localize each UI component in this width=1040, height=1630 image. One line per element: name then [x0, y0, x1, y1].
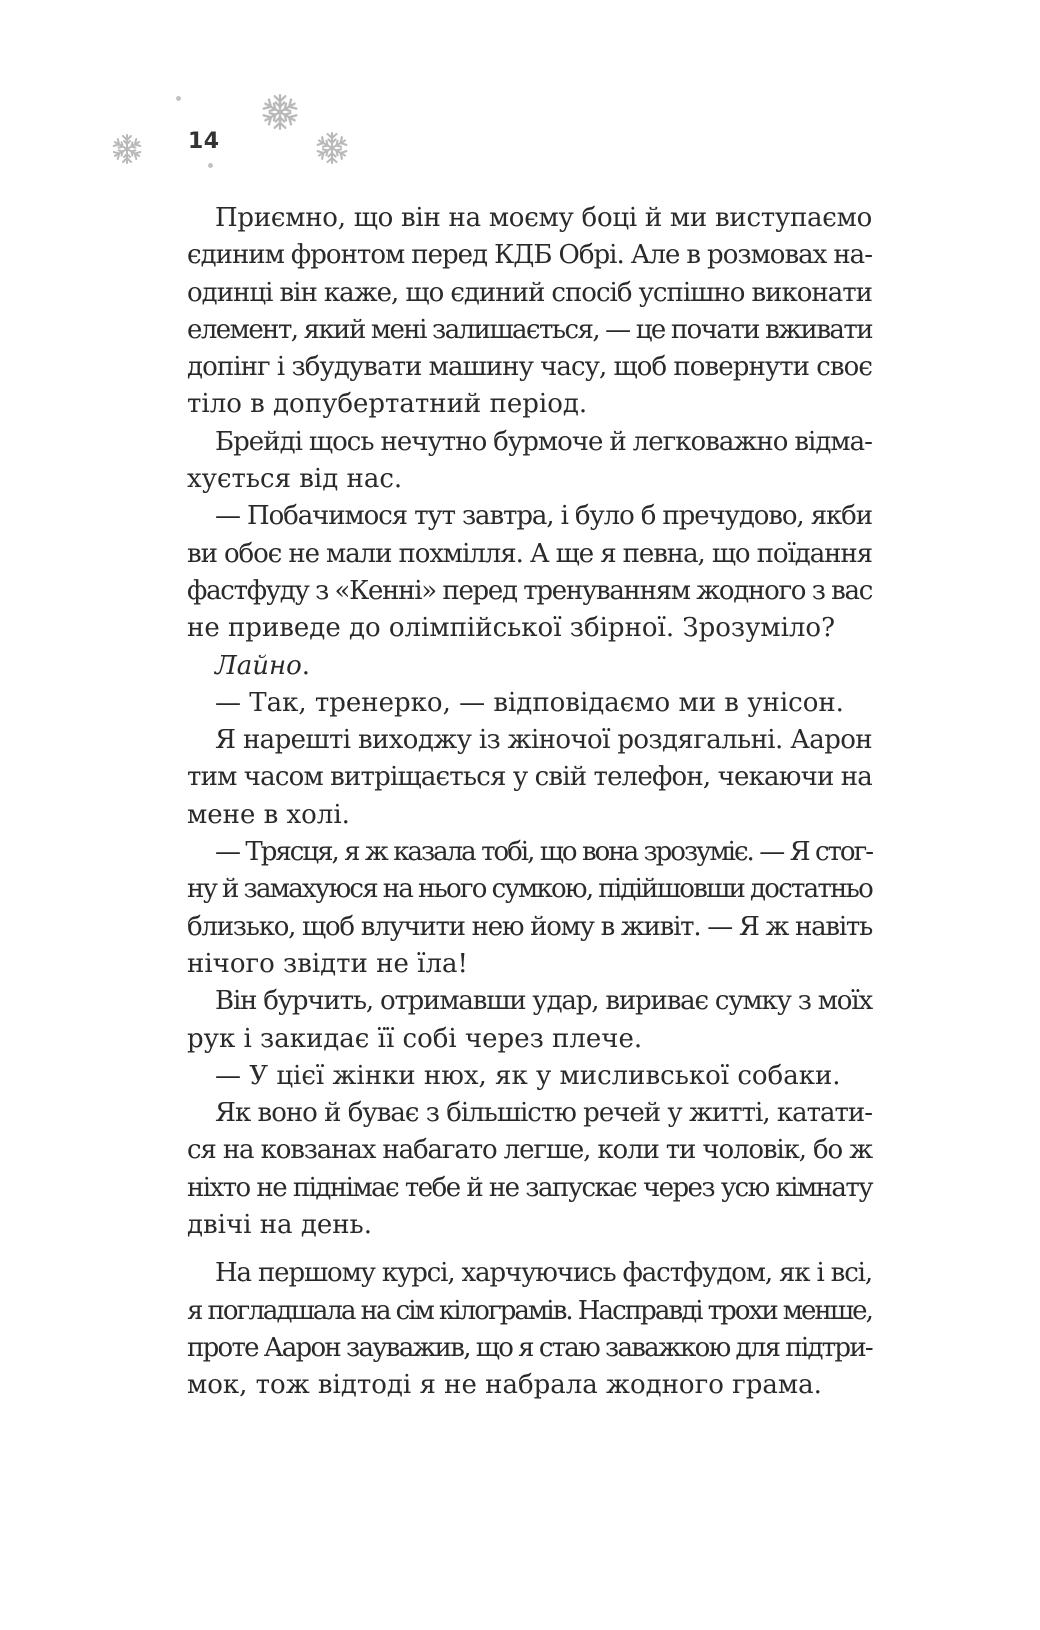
text-line: ви обоє не мали похмілля. А ще я певна, що поїдання	[187, 538, 872, 569]
text-line: фастфуду з «Кенні» перед тренуванням жодного з вас	[187, 575, 872, 606]
text-line: Я нарешті виходжу із жіночої роздягальні. Аарон	[215, 725, 872, 756]
text-line: На першому курсі, харчуючись фастфудом, як і всі,	[215, 1258, 872, 1289]
text-line: не приведе до олімпійської збірної. Зрозуміло?	[187, 613, 836, 644]
text-line: Як воно й буває з більшістю речей у житті, катати-	[215, 1098, 872, 1129]
text-line: близько, щоб влучити нею йому в живіт. — Я ж навіть	[187, 911, 872, 942]
text-line: хується від нас.	[187, 464, 403, 495]
ornament-dot	[208, 163, 213, 168]
text-line: Приємно, що він на моєму боці й ми виступаємо	[215, 203, 872, 233]
ornament-dot	[176, 96, 181, 101]
text-line: нічого звідти не їла!	[187, 948, 468, 979]
snowflake-icon	[260, 92, 300, 132]
text-line: мене в холі.	[187, 799, 350, 830]
text-line: — Трясця, я ж казала тобі, що вона зрозуміє. — Я стог-	[215, 837, 872, 868]
text-line	[187, 648, 872, 685]
period: .	[301, 650, 310, 681]
text-line: єдиним фронтом перед КДБ Обрі. Але в розмовах на-	[187, 240, 872, 271]
text-line: тіло в допубертатний період.	[187, 389, 588, 420]
page-header	[110, 88, 390, 178]
text-line: — Так, тренерко, — відповідаємо ми в унісон.	[215, 687, 844, 718]
text-line: мок, тож відтоді я не набрала жодного грама.	[187, 1370, 822, 1401]
text-line: ніхто не піднімає тебе й не запускає через усю кімнату	[187, 1172, 872, 1203]
snowflake-icon	[110, 132, 144, 166]
text-line: ся на ковзанах набагато легше, коли ти чоловік, бо ж	[187, 1135, 872, 1166]
text-line: допінг і збудувати машину часу, щоб повернути своє	[187, 352, 872, 383]
text-line: я погладшала на сім кілограмів. Насправді трохи менше,	[187, 1295, 872, 1326]
text-line: Він бурчить, отримавши удар, вириває сумку з моїх	[215, 986, 872, 1017]
text-line: проте Аарон зауважив, що я стаю заважкою для підтри-	[187, 1332, 872, 1363]
text-line: рук і закидає її собі через плече.	[187, 1023, 643, 1054]
italic-word: Лайно	[215, 650, 302, 681]
text-line: двічі на день.	[187, 1210, 372, 1241]
snowflake-icon	[314, 130, 350, 166]
text-line: Брейді щось нечутно бурмоче й легковажно відма-	[215, 426, 872, 457]
text-line: одинці він каже, що єдиний спосіб успішно виконати	[187, 277, 872, 308]
page-number: 14	[188, 129, 220, 154]
text-line: — Побачимося тут завтра, і було б пречудово, якби	[215, 501, 872, 532]
body-text	[187, 200, 872, 1405]
text-line: — У цієї жінки нюх, як у мисливської собаки.	[215, 1060, 841, 1091]
text-line: елемент, який мені залишається, — це почати вживати	[187, 314, 872, 345]
text-line: ну й замахуюся на нього сумкою, підійшовши достатньо	[187, 874, 872, 905]
text-line: тим часом витріщається у свій телефон, чекаючи на	[187, 762, 872, 793]
